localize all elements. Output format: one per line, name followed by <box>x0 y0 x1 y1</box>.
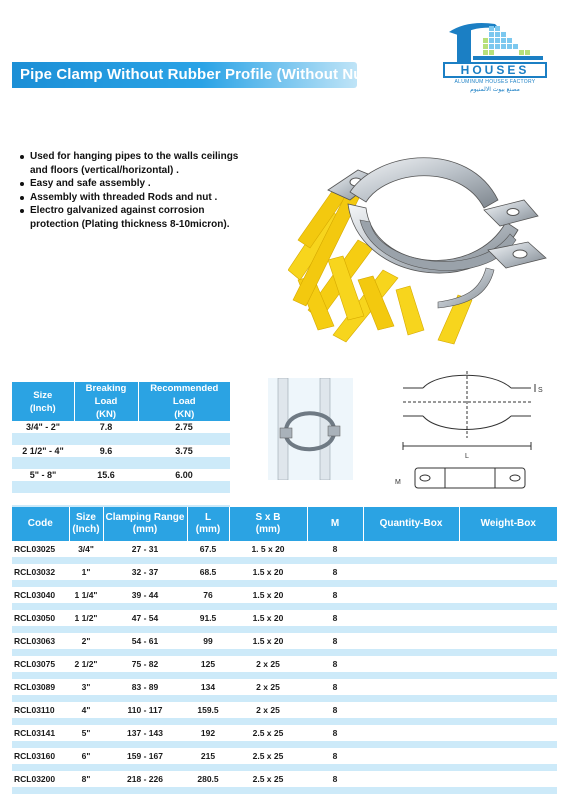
cell-sxb: 2.5 x 25 <box>229 725 307 741</box>
table-row-spacer <box>12 672 557 679</box>
cell-m: 8 <box>307 771 363 787</box>
cell-sxb: 2 x 25 <box>229 656 307 672</box>
cell-size: 3/4" <box>69 541 103 557</box>
header-recommended-load: Recommended Load (KN) <box>138 382 230 421</box>
cell-l: 125 <box>187 656 229 672</box>
table-row-spacer <box>12 457 230 469</box>
cell-l: 76 <box>187 587 229 603</box>
cell-l: 192 <box>187 725 229 741</box>
table-row-spacer <box>12 626 557 633</box>
table-row-spacer <box>12 557 557 564</box>
cell-m: 8 <box>307 748 363 764</box>
cell-weight <box>459 771 557 787</box>
cell-qty <box>363 725 459 741</box>
header-sxb: S x B (mm) <box>229 507 307 541</box>
cell-range: 75 - 82 <box>103 656 187 672</box>
cell-sxb: 1.5 x 20 <box>229 564 307 580</box>
cell-size: 1 1/2" <box>69 610 103 626</box>
company-logo <box>437 18 555 98</box>
cell-size: 4" <box>69 702 103 718</box>
page-title: Pipe Clamp Without Rubber Profile (Without Nut) <box>20 66 373 83</box>
pipe-clamp-product-image <box>288 130 556 345</box>
table-row <box>12 725 557 741</box>
header-m: M <box>307 507 363 541</box>
dimension-m-label: M <box>395 479 401 486</box>
cell-qty <box>363 656 459 672</box>
cell-l: 280.5 <box>187 771 229 787</box>
table-row: 5" - 8" 15.6 6.00 <box>12 469 230 481</box>
table-row-spacer <box>12 580 557 587</box>
table-row <box>12 587 557 603</box>
table-row-spacer <box>12 695 557 702</box>
cell-m: 8 <box>307 633 363 649</box>
feature-item: Assembly with threaded Rods and nut . <box>20 191 245 205</box>
load-table-header <box>12 382 230 421</box>
cell-size: 1" <box>69 564 103 580</box>
table-row-empty <box>12 493 230 505</box>
logo-arabic: مصنع بيوت الالمنيوم <box>470 87 520 93</box>
cell-sxb: 1.5 x 20 <box>229 587 307 603</box>
cell-size: 2" <box>69 633 103 649</box>
cell-range: 159 - 167 <box>103 748 187 764</box>
table-row <box>12 633 557 649</box>
table-row <box>12 541 557 557</box>
table-row-spacer <box>12 787 557 794</box>
cell-code: RCL03160 <box>12 748 69 764</box>
header-l: L (mm) <box>187 507 229 541</box>
cell-weight <box>459 725 557 741</box>
cell-code: RCL03040 <box>12 587 69 603</box>
cell-size: 6" <box>69 748 103 764</box>
cell-qty <box>363 587 459 603</box>
feature-item: Electro galvanized against corrosion protection (Plating thickness 8-10micron). <box>20 204 245 231</box>
cell-weight <box>459 610 557 626</box>
header-code: Code <box>12 507 69 541</box>
cell-l: 134 <box>187 679 229 695</box>
cell-qty <box>363 748 459 764</box>
header-size: Size (Inch) <box>12 382 74 421</box>
cell-sxb: 1. 5 x 20 <box>229 541 307 557</box>
cell-m: 8 <box>307 702 363 718</box>
cell-weight <box>459 633 557 649</box>
cell-m: 8 <box>307 587 363 603</box>
table-row: 2 1/2" - 4" 9.6 3.75 <box>12 445 230 457</box>
cell-range: 39 - 44 <box>103 587 187 603</box>
table-row-spacer <box>12 603 557 610</box>
cell-range: 47 - 54 <box>103 610 187 626</box>
logo-wordmark: HOUSES <box>443 62 547 78</box>
cell-weight <box>459 541 557 557</box>
feature-item: Easy and safe assembly . <box>20 177 245 191</box>
cell-m: 8 <box>307 610 363 626</box>
cell-code: RCL03063 <box>12 633 69 649</box>
table-row <box>12 610 557 626</box>
cell-m: 8 <box>307 656 363 672</box>
cell-code: RCL03200 <box>12 771 69 787</box>
cell-range: 218 - 226 <box>103 771 187 787</box>
cell-l: 91.5 <box>187 610 229 626</box>
table-row <box>12 564 557 580</box>
cell-size: 1 1/4" <box>69 587 103 603</box>
cell-weight <box>459 656 557 672</box>
table-row <box>12 656 557 672</box>
cell-sxb: 1.5 x 20 <box>229 633 307 649</box>
cell-code: RCL03141 <box>12 725 69 741</box>
table-row-spacer <box>12 649 557 656</box>
cell-m: 8 <box>307 679 363 695</box>
cell-size: 8" <box>69 771 103 787</box>
cell-qty <box>363 679 459 695</box>
feature-item: Used for hanging pipes to the walls ceilings and floors (vertical/horizontal) . <box>20 150 245 177</box>
cell-code: RCL03075 <box>12 656 69 672</box>
cell-l: 159.5 <box>187 702 229 718</box>
title-bar <box>12 62 373 88</box>
logo-subtitle: ALUMINUM HOUSES FACTORY <box>454 79 536 85</box>
table-row-spacer <box>12 764 557 771</box>
cell-l: 215 <box>187 748 229 764</box>
cell-qty <box>363 564 459 580</box>
cell-code: RCL03050 <box>12 610 69 626</box>
header-quantity-box: Quantity-Box <box>363 507 459 541</box>
installed-clamp-sketch <box>268 378 353 480</box>
spec-table-body <box>12 541 557 794</box>
cell-sxb: 2.5 x 25 <box>229 748 307 764</box>
logo-mark-icon <box>437 18 555 64</box>
cell-weight <box>459 748 557 764</box>
cell-weight <box>459 587 557 603</box>
cell-range: 83 - 89 <box>103 679 187 695</box>
dimension-l-label: L <box>465 453 469 460</box>
cell-qty <box>363 610 459 626</box>
cell-m: 8 <box>307 725 363 741</box>
cell-sxb: 2 x 25 <box>229 702 307 718</box>
cell-l: 99 <box>187 633 229 649</box>
dimension-s-label: S <box>538 387 543 394</box>
technical-drawing <box>393 366 558 501</box>
cell-range: 54 - 61 <box>103 633 187 649</box>
cell-l: 67.5 <box>187 541 229 557</box>
cell-range: 110 - 117 <box>103 702 187 718</box>
spec-table-header <box>12 507 557 541</box>
cell-size: 2 1/2" <box>69 656 103 672</box>
table-row <box>12 771 557 787</box>
cell-qty <box>363 702 459 718</box>
cell-sxb: 2 x 25 <box>229 679 307 695</box>
cell-qty <box>363 633 459 649</box>
cell-weight <box>459 679 557 695</box>
cell-size: 5" <box>69 725 103 741</box>
table-row <box>12 702 557 718</box>
cell-qty <box>363 541 459 557</box>
load-table <box>12 382 230 517</box>
header-breaking-load: Breaking Load (KN) <box>74 382 138 421</box>
cell-m: 8 <box>307 541 363 557</box>
table-row <box>12 748 557 764</box>
table-row: 3/4" - 2" 7.8 2.75 <box>12 421 230 433</box>
cell-code: RCL03032 <box>12 564 69 580</box>
header-size: Size (Inch) <box>69 507 103 541</box>
cell-code: RCL03089 <box>12 679 69 695</box>
cell-size: 3" <box>69 679 103 695</box>
cell-code: RCL03110 <box>12 702 69 718</box>
header-weight-box: Weight-Box <box>459 507 557 541</box>
table-row-spacer <box>12 718 557 725</box>
cell-sxb: 1.5 x 20 <box>229 610 307 626</box>
cell-range: 27 - 31 <box>103 541 187 557</box>
cell-weight <box>459 564 557 580</box>
cell-code: RCL03025 <box>12 541 69 557</box>
cell-weight <box>459 702 557 718</box>
spec-table <box>12 507 557 794</box>
table-row <box>12 679 557 695</box>
cell-m: 8 <box>307 564 363 580</box>
table-row-spacer <box>12 433 230 445</box>
cell-range: 32 - 37 <box>103 564 187 580</box>
cell-sxb: 2.5 x 25 <box>229 771 307 787</box>
cell-range: 137 - 143 <box>103 725 187 741</box>
feature-list <box>20 150 245 231</box>
table-row-spacer <box>12 741 557 748</box>
table-row-spacer <box>12 481 230 493</box>
cell-l: 68.5 <box>187 564 229 580</box>
header-clamping-range: Clamping Range (mm) <box>103 507 187 541</box>
cell-qty <box>363 771 459 787</box>
